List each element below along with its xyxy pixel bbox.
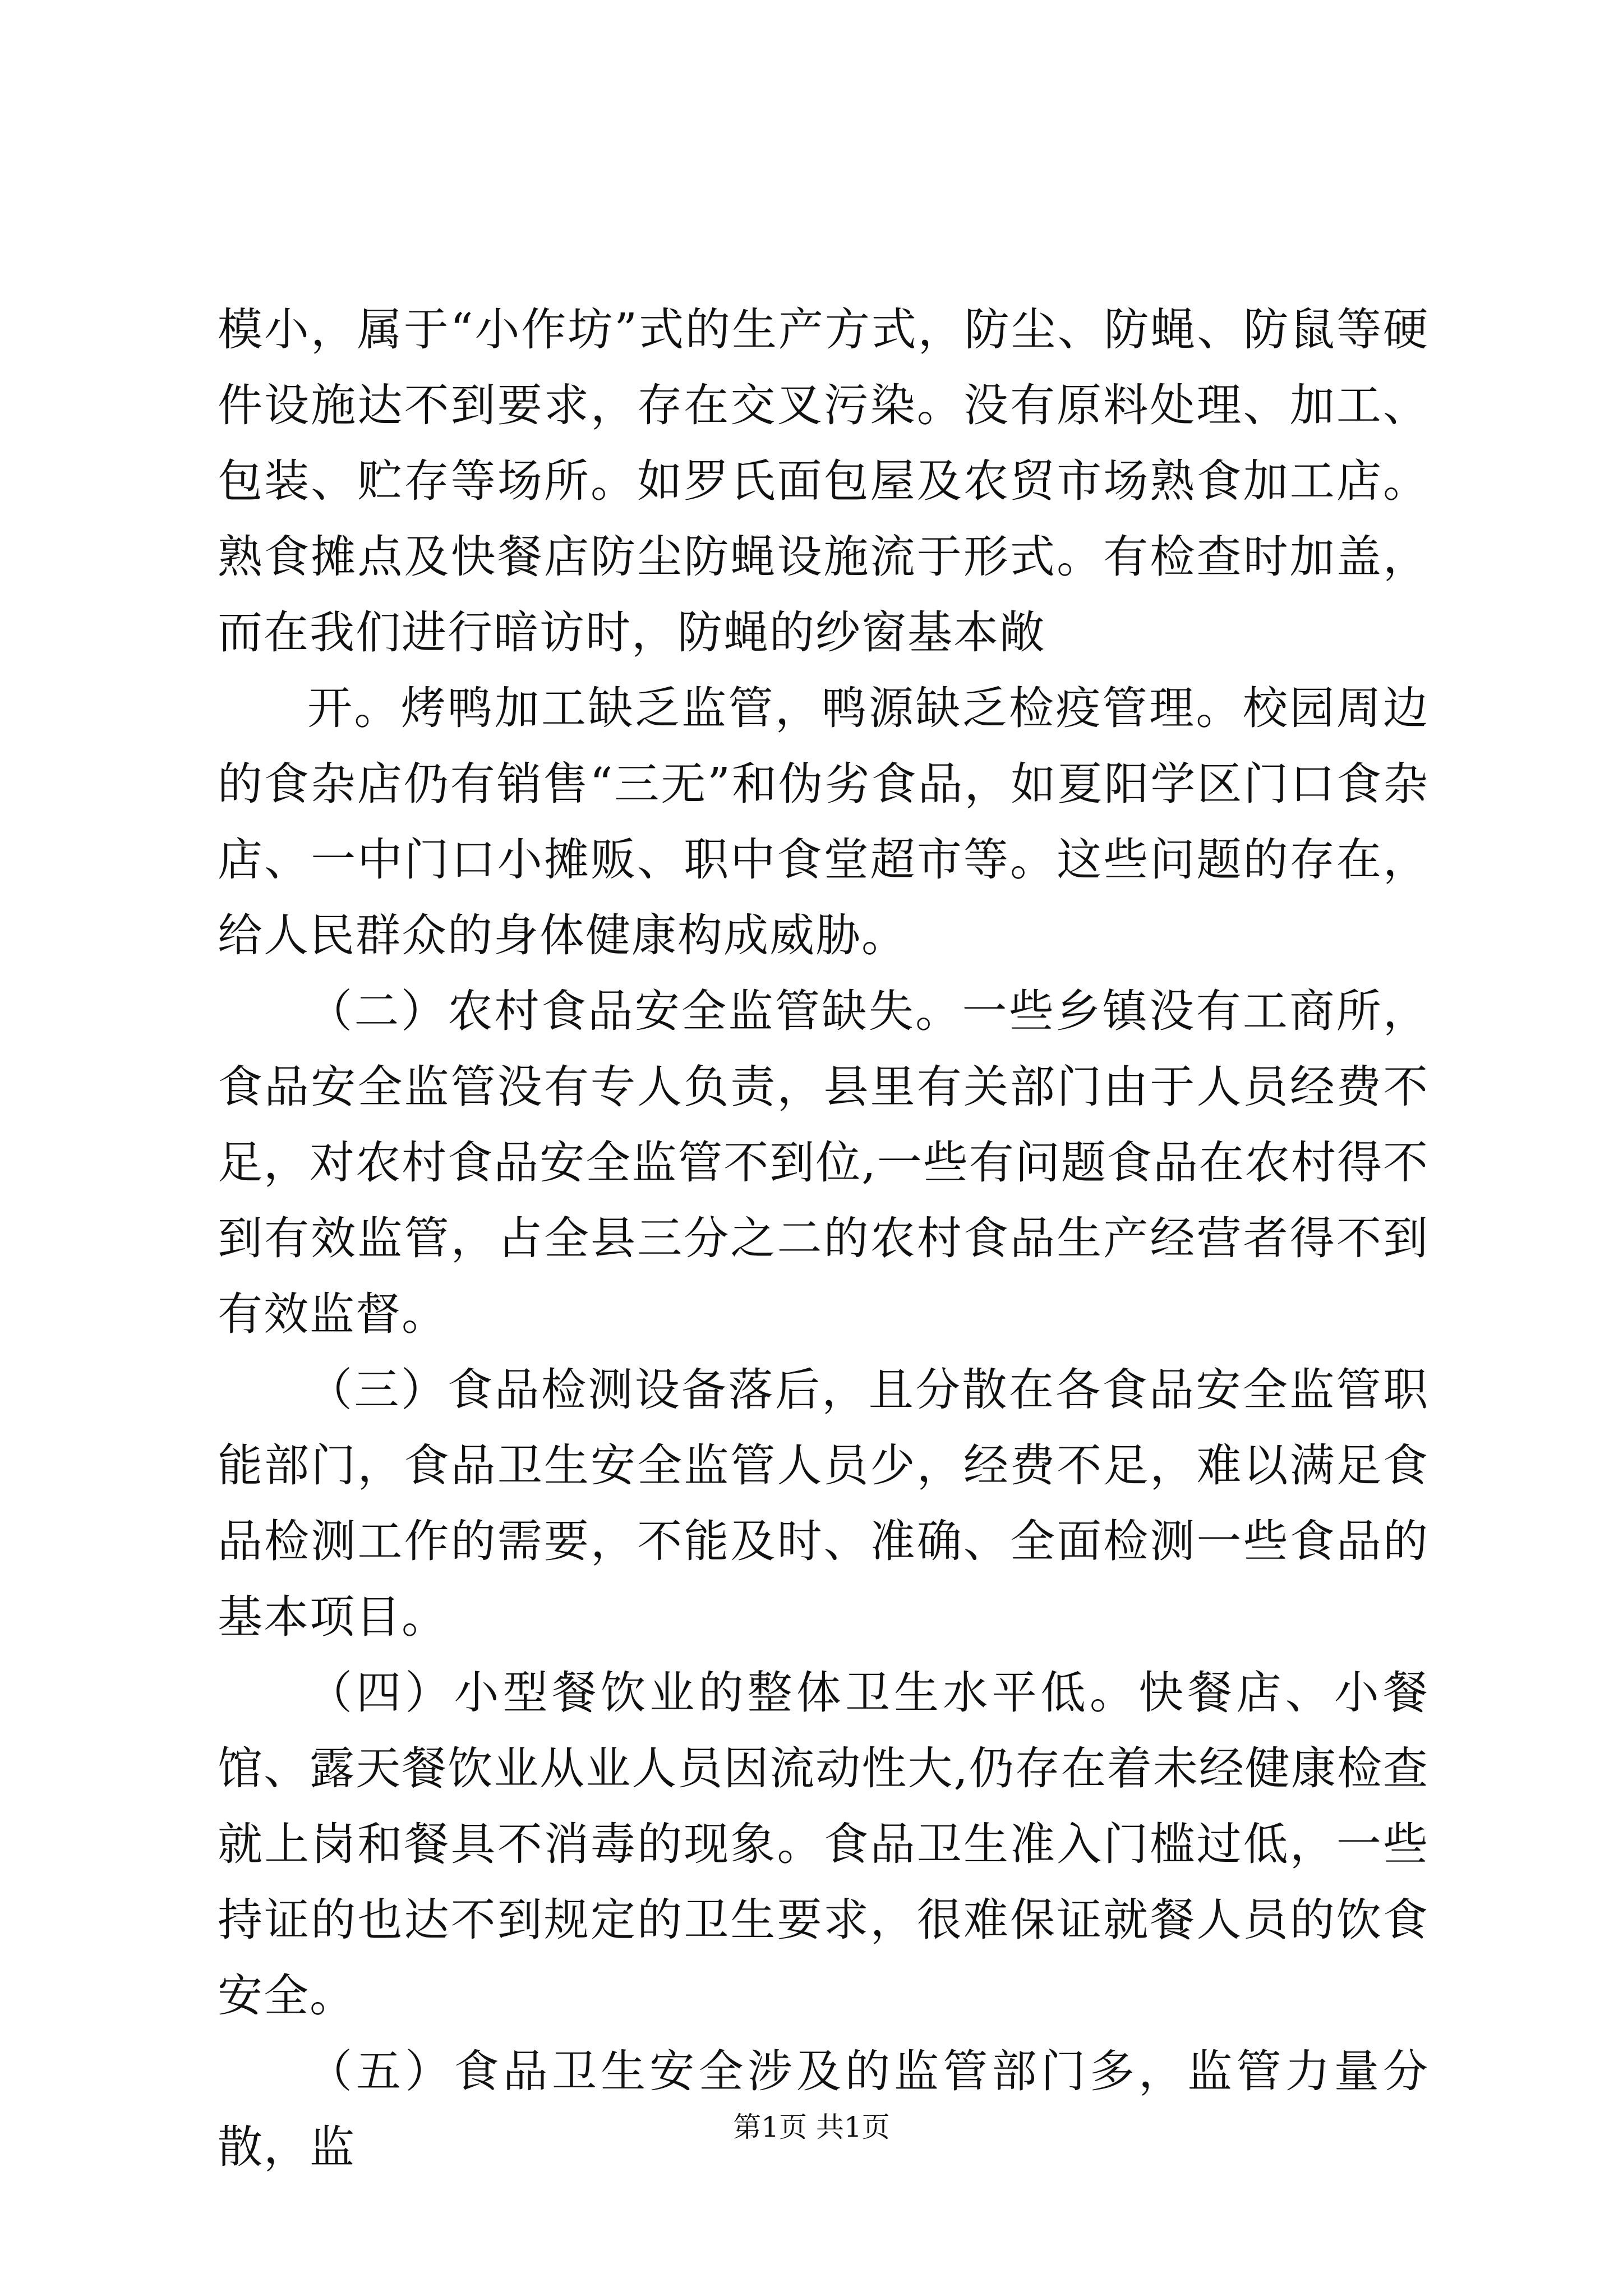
paragraph-3: （二）农村食品安全监管缺失。一些乡镇没有工商所，食品安全监管没有专人负责，县里有关部门由于人员经费不足，对农村食品安全监管不到位,一些有问题食品在农村得不到有效监管，占全县三分之二的农村食品生产经营者得不到有效监督。 [218,985,1429,1340]
paragraph-1: 模小，属于“小作坊”式的生产方式，防尘、防蝇、防鼠等硬件设施达不到要求，存在交叉污染。没有原料处理、加工、包装、贮存等场所。如罗氏面包屋及农贸市场熟食加工店。熟食摊点及快餐店防尘防蝇设施流于形式。有检查时加盖，而在我们进行暗访时，防蝇的纱窗基本敞 [218,303,1429,659]
paragraph-2: 开。烤鸭加工缺乏监管，鸭源缺乏检疫管理。校园周边的食杂店仍有销售“三无”和伪劣食品，如夏阳学区门口食杂店、一中门口小摊贩、职中食堂超市等。这些问题的存在，给人民群众的身体健康构成威胁。 [218,682,1429,961]
paragraph-6: （五）食品卫生安全涉及的监管部门多，监管力量分散，监 [218,2045,1429,2173]
document-body [218,292,1429,2185]
paragraph-5: （四）小型餐饮业的整体卫生水平低。快餐店、小餐馆、露天餐饮业从业人员因流动性大,仍存在着未经健康检查就上岗和餐具不消毒的现象。食品卫生准入门槛过低，一些持证的也达不到规定的卫生要求，很难保证就餐人员的饮食安全。 [218,1667,1429,2022]
page-footer: 第1页 共1页 [733,2111,890,2143]
paragraph-4: （三）食品检测设备落后，且分散在各食品安全监管职能部门，食品卫生安全监管人员少，经费不足，难以满足食品检测工作的需要，不能及时、准确、全面检测一些食品的基本项目。 [218,1364,1429,1643]
